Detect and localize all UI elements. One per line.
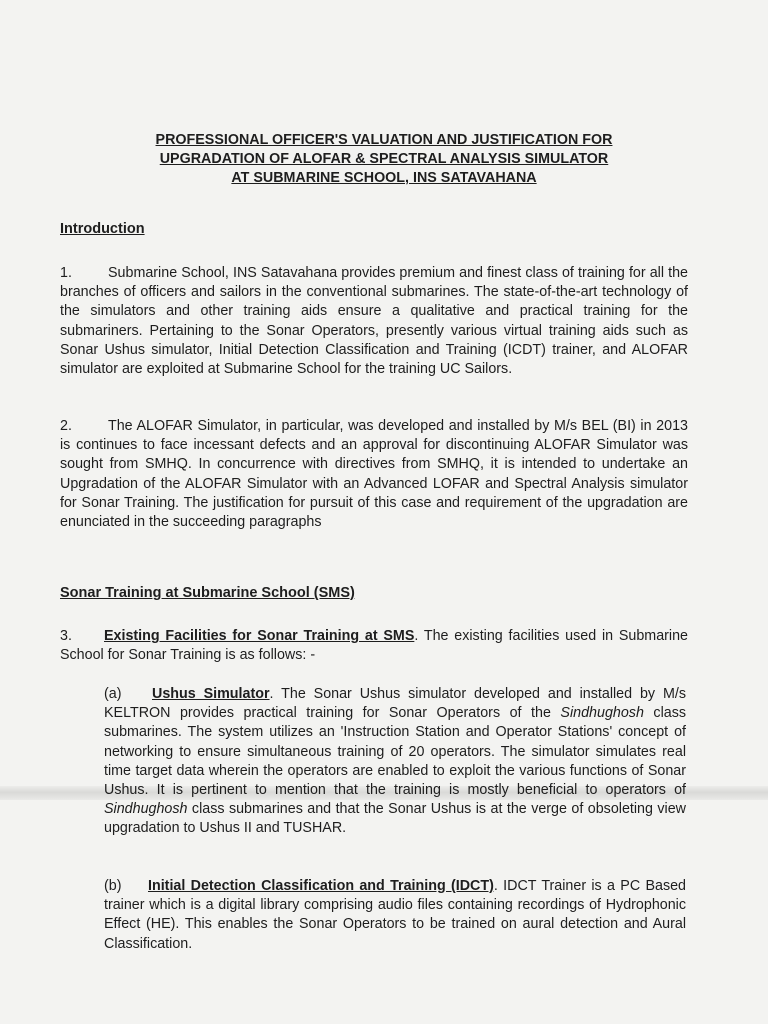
subparagraph-b — [104, 877, 686, 954]
subparagraph-a-text-1: . The Sonar Ushus simulator developed and installed by M/s KELTRON provides practical training for Sonar Operators of the — [104, 686, 686, 722]
subparagraph-a-italic-2: Sindhughosh — [104, 801, 188, 818]
subparagraph-a-label: (a) — [104, 686, 122, 702]
paragraph-3-text: . The existing facilities used in Submarine School for Sonar Training is as follows: - — [60, 628, 688, 664]
paragraph-1-number: 1. — [60, 265, 72, 281]
paragraph-2-number: 2. — [60, 418, 72, 434]
title-line-1: PROFESSIONAL OFFICER'S VALUATION AND JUSTIFICATION FOR — [155, 132, 613, 148]
paragraph-1-text: Submarine School, INS Satavahana provides premium and finest class of training for all the branches of officers and sailors in the conventional submarines. The state-of-the-art technology of the simulators and other training aids ensure a qualitative and practical training for the submariners. Pertaining to the Sonar Operators, presently various virtual training aids such as Sonar Ushus simulator, Initial Detection Classification and Training (ICDT) trainer, and ALOFAR simulator are exploited at Submarine School for the training UC Sailors. — [60, 265, 688, 378]
document-title — [60, 131, 708, 188]
sonar-training-heading: Sonar Training at Submarine School (SMS) — [60, 585, 355, 601]
introduction-heading: Introduction — [60, 221, 145, 237]
subparagraph-b-text: . IDCT Trainer is a PC Based trainer which is a digital library comprising audio files containing recordings of Hydrophonic Effect (HE). This enables the Sonar Operators to be trained on aural detection and Aural Classification. — [104, 878, 686, 952]
paragraph-2 — [60, 417, 688, 532]
subparagraph-a — [104, 685, 686, 839]
subparagraph-a-text-3: class submarines and that the Sonar Ushus is at the verge of obsoleting view upgradation to Ushus II and TUSHAR. — [104, 801, 686, 837]
title-line-3: AT SUBMARINE SCHOOL, INS SATAVAHANA — [231, 170, 537, 186]
paragraph-3-number: 3. — [60, 628, 72, 644]
subparagraph-a-title: Ushus Simulator — [152, 686, 270, 702]
paragraph-2-text: The ALOFAR Simulator, in particular, was developed and installed by M/s BEL (BI) in 2013 is continues to face incessant defects and an approval for discontinuing ALOFAR Simulator was sought from SMHQ. In concurrence with directives from SMHQ, it is intended to undertake an Upgradation of the ALOFAR Simulator with an Advanced LOFAR and Spectral Analysis simulator for Sonar Training. The justification for pursuit of this case and requirement of the upgradation are enunciated in the succeeding paragraphs — [60, 418, 688, 531]
paragraph-3-title: Existing Facilities for Sonar Training at SMS — [104, 628, 415, 644]
paragraph-3 — [60, 627, 688, 665]
paragraph-1 — [60, 264, 688, 379]
subparagraph-b-title: Initial Detection Classification and Training (IDCT) — [148, 878, 494, 894]
subparagraph-a-text-2: class submarines. The system utilizes an 'Instruction Station and Operator Stations' concept of networking to ensure simultaneous training of 20 operators. The simulator simulates real time target data wherein the operators are enabled to exploit the various functions of Sonar Ushus. It is pertinent to mention that the training is mostly beneficial to operators of — [104, 705, 686, 799]
title-line-2: UPGRADATION OF ALOFAR & SPECTRAL ANALYSIS SIMULATOR — [159, 151, 609, 167]
subparagraph-a-italic-1: Sindhughosh — [560, 705, 644, 722]
subparagraph-b-label: (b) — [104, 878, 122, 894]
